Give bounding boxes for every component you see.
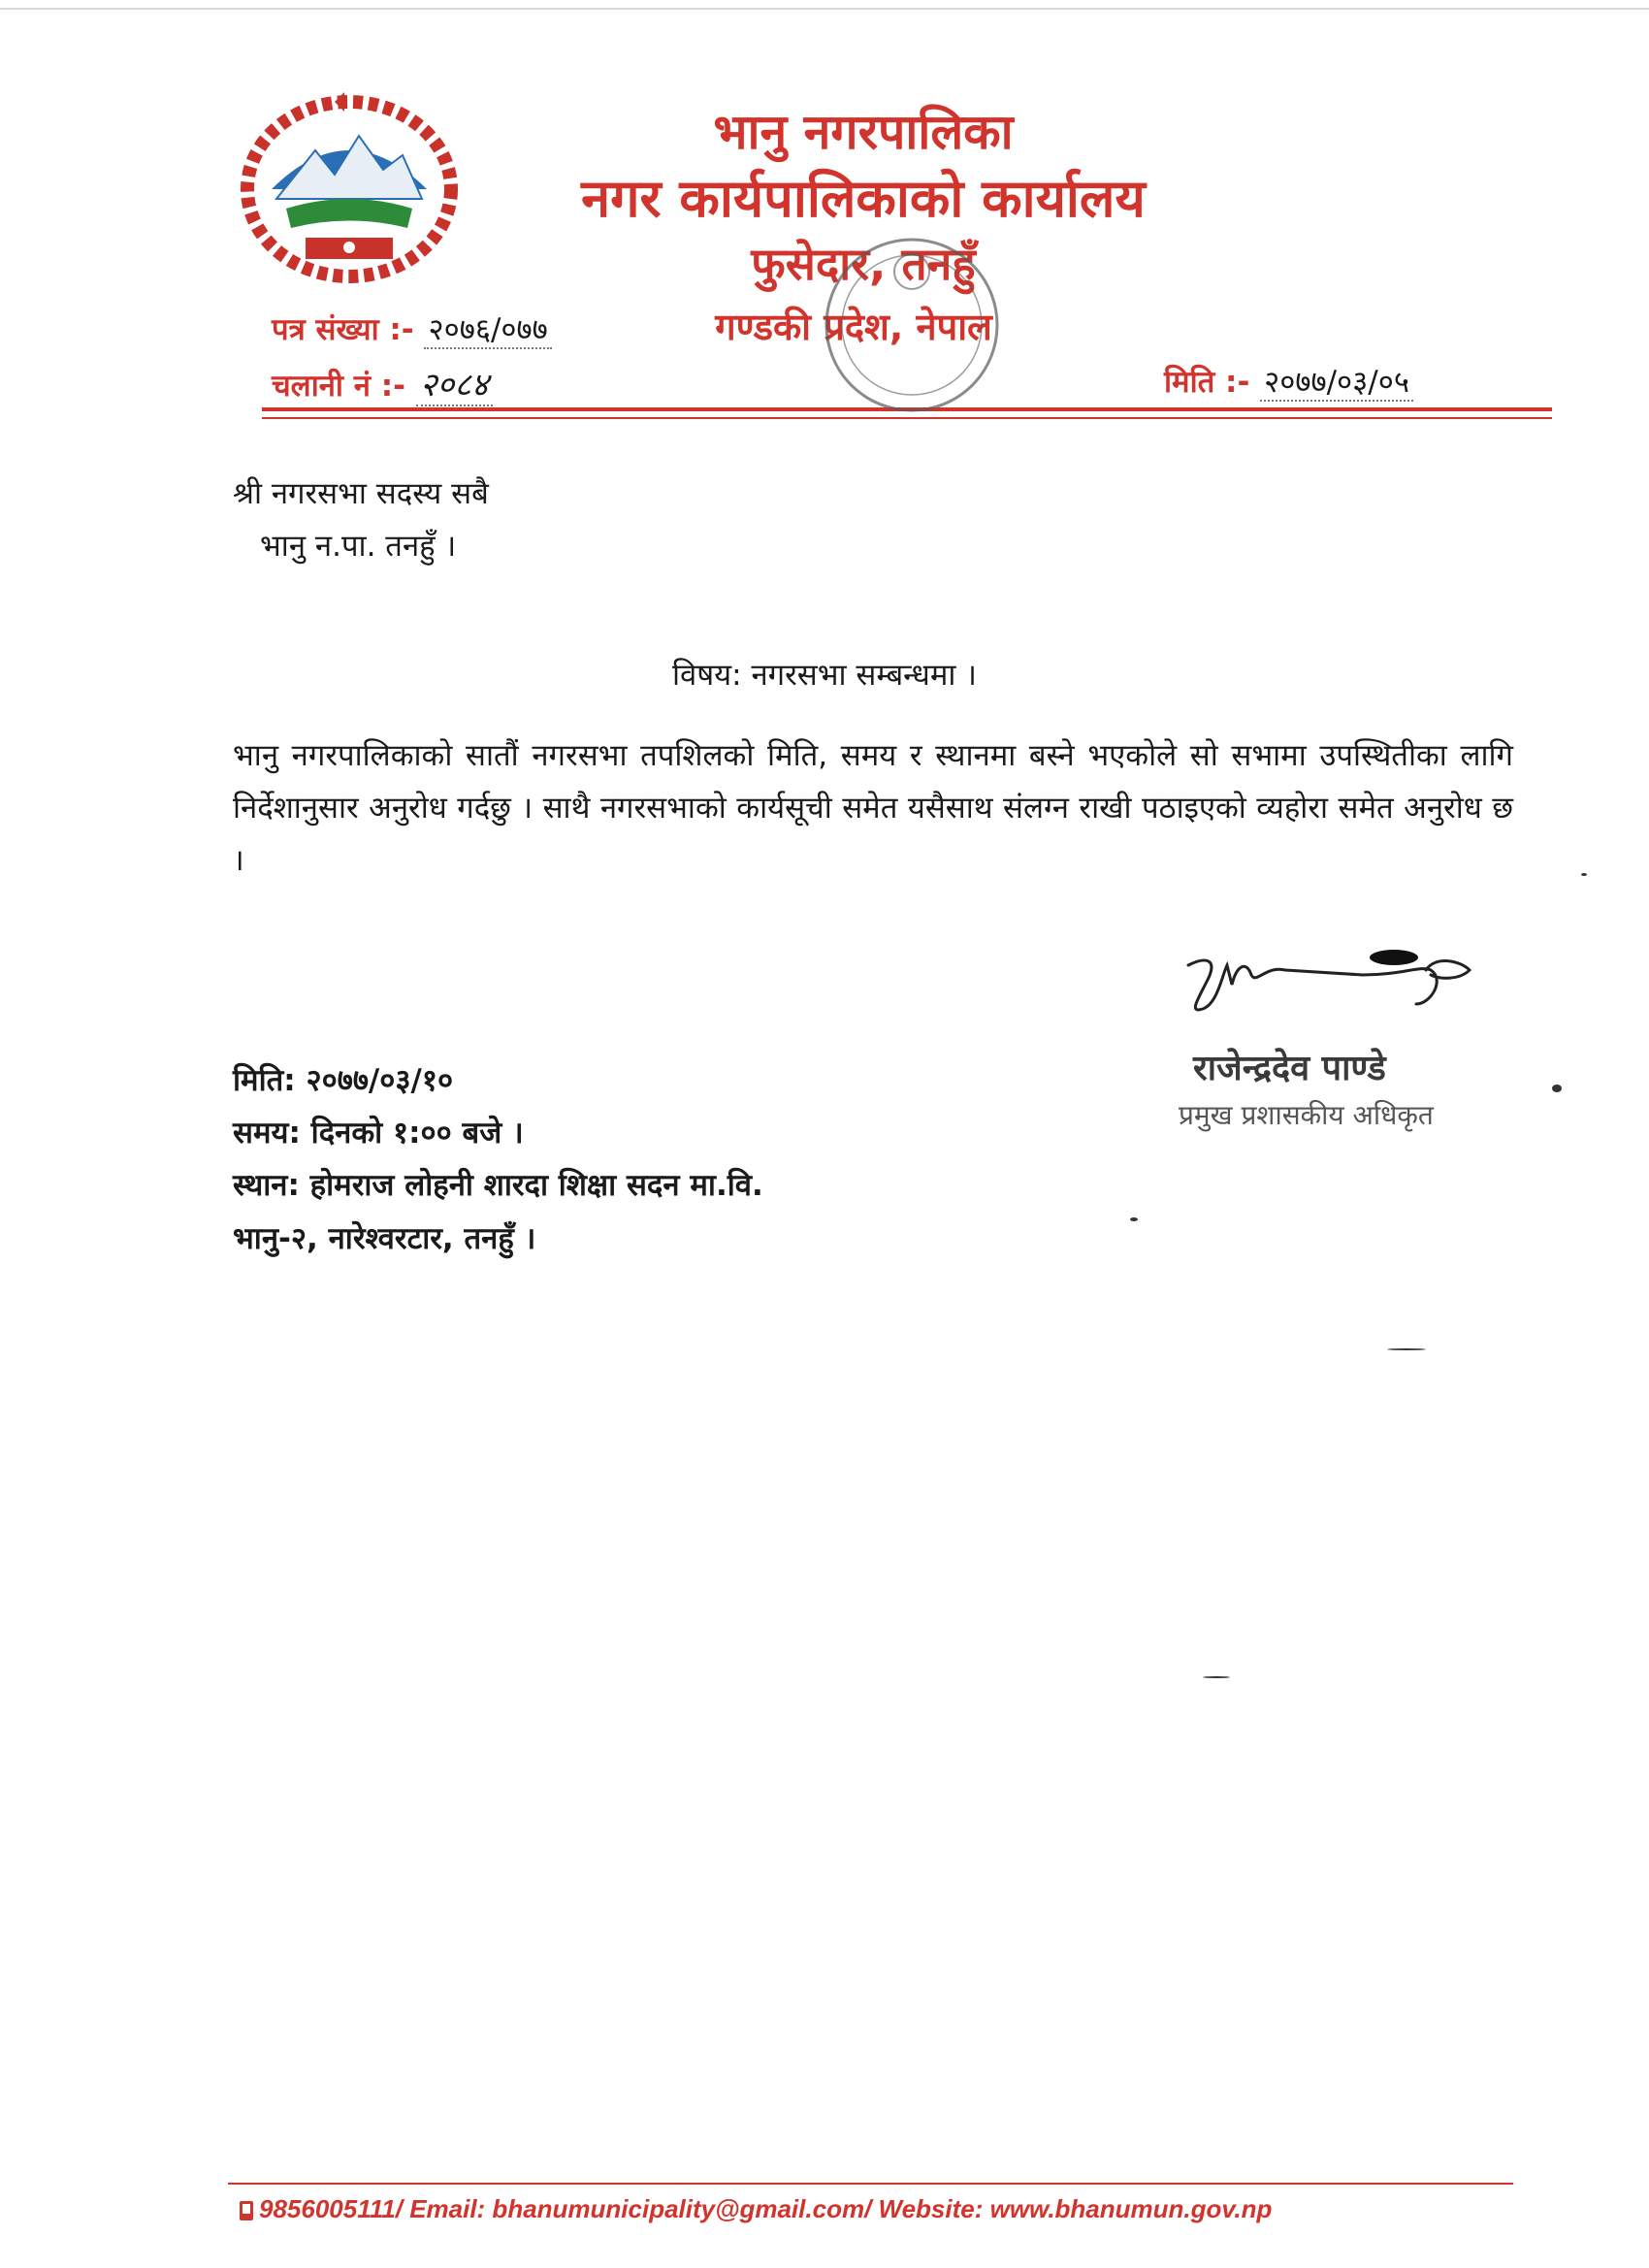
letter-date: [1164, 361, 1413, 402]
footer-contact-text: 9856005111/ Email: bhanumunicipality@gmail.com/ Website: www.bhanumun.gov.np: [259, 2194, 1273, 2223]
municipality-name: भानु नगरपालिका: [713, 104, 1014, 160]
footer-contact: [238, 2194, 1272, 2224]
reference-value: २०७६/०७७: [424, 312, 551, 349]
office-name: नगर कार्यपालिकाको कार्यालय: [581, 168, 1146, 229]
dispatch-value: २०८४: [416, 366, 493, 406]
office-location: फुसेदार, तनहुँ: [751, 238, 976, 290]
signature-icon: [1169, 936, 1489, 1023]
signatory-name: राजेन्द्रदेव पाण्डे: [1193, 1049, 1386, 1088]
signatory-title: प्रमुख प्रशासकीय अधिकृत: [1179, 1099, 1434, 1131]
scan-speck: [1387, 1348, 1426, 1350]
body-paragraph: भानु नगरपालिकाको सातौं नगरसभा तपशिलको मिति, समय र स्थानमा बस्ने भएकोले सो सभामा उपस्थितीका लागि निर्देशानुसार अनुरोध गर्दछु । साथै नगरसभाको कार्यसूची समेत यसैसाथ संलग्न राखी पठाइएको व्यहोरा समेत अनुरोध छ ।: [233, 738, 1513, 878]
date-value: २०७७/०३/०५: [1260, 365, 1413, 402]
recipient-line-2: भानु न.पा. तनहुँ ।: [260, 529, 457, 564]
recipient-line-1: श्री नगरसभा सदस्य सबै: [233, 476, 489, 511]
footer-rule: [228, 2183, 1513, 2185]
reference-number: [272, 308, 552, 349]
scan-speck: [1203, 1676, 1230, 1678]
scan-speck: [1552, 1085, 1562, 1092]
schedule-time: समय: दिनको १:०० बजे ।: [233, 1116, 524, 1150]
dispatch-number: [272, 361, 493, 405]
subject-line: विषय: नगरसभा सम्बन्धमा ।: [672, 658, 977, 693]
scan-edge-line: [0, 8, 1649, 10]
dispatch-label: चलानी नं :-: [272, 369, 406, 404]
scan-speck: [1581, 873, 1587, 876]
reference-label: पत्र संख्या :-: [272, 312, 414, 347]
schedule-date: मिति: २०७७/०३/१०: [233, 1063, 454, 1098]
office-stamp-icon: [805, 218, 1018, 441]
province-country: गण्डकी प्रदेश, नेपाल: [715, 306, 992, 348]
schedule-address: भानु-२, नारेश्वरटार, तनहुँ ।: [233, 1221, 536, 1256]
schedule-place: स्थान: होमराज लोहनी शारदा शिक्षा सदन मा.वि.: [233, 1168, 763, 1203]
date-label: मिति :-: [1164, 365, 1250, 400]
phone-icon: [238, 2200, 255, 2221]
scan-speck: [1130, 1217, 1138, 1221]
